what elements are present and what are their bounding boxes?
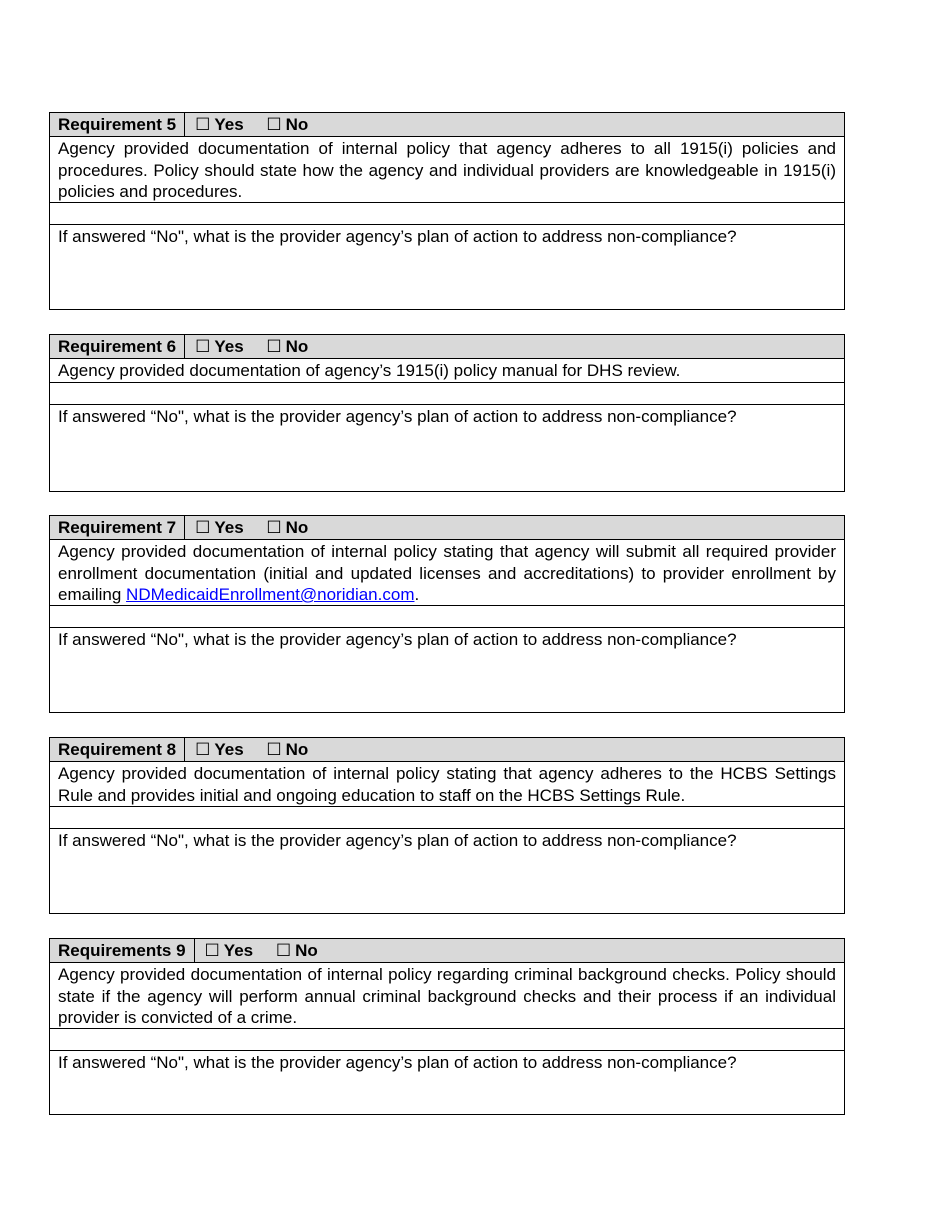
- checkbox-icon[interactable]: ☐: [204, 941, 220, 960]
- requirement-label: Requirements 9: [50, 939, 195, 962]
- requirement-table: [49, 515, 845, 713]
- requirement-label: Requirement 5: [50, 113, 185, 136]
- blank-row: [50, 807, 844, 829]
- requirement-description: Agency provided documentation of agency’s 1915(i) policy manual for DHS review.: [50, 359, 844, 383]
- yes-label: Yes: [214, 518, 244, 537]
- answer-options: [185, 738, 308, 761]
- no-label: No: [285, 740, 309, 759]
- requirement-label: Requirement 6: [50, 335, 185, 358]
- plan-of-action-field[interactable]: If answered “No", what is the provider agency’s plan of action to address non-compliance?: [58, 831, 737, 850]
- plan-of-action-field[interactable]: If answered “No", what is the provider agency’s plan of action to address non-compliance?: [58, 630, 737, 649]
- checkbox-icon[interactable]: ☐: [275, 941, 292, 960]
- answer-options: [185, 516, 308, 539]
- no-label: No: [285, 115, 309, 134]
- no-label: No: [295, 941, 318, 960]
- requirement-header: [50, 516, 844, 540]
- blank-row: [50, 203, 844, 225]
- requirement-table: [49, 112, 845, 310]
- requirement-label: Requirement 8: [50, 738, 185, 761]
- no-label: No: [285, 518, 309, 537]
- answer-options: [185, 335, 308, 358]
- requirement-description: Agency provided documentation of internal policy stating that agency adheres to the HCBS Settings Rule and provides initial and ongoing education to staff on the HCBS Settings Rule.: [50, 762, 844, 807]
- requirement-label: Requirement 7: [50, 516, 185, 539]
- yes-label: Yes: [214, 740, 244, 759]
- yes-label: Yes: [214, 115, 244, 134]
- yes-label: Yes: [214, 337, 244, 356]
- description-text: Agency provided documentation of internal policy stating that agency will submit all required provider enrollment documentation (initial and updated licenses and accreditations) to provider enrollment by emailing: [58, 542, 836, 604]
- requirement-description: Agency provided documentation of internal policy regarding criminal background checks. Policy should state if the agency will perform annual criminal background checks and their process if an individual provider is convicted of a crime.: [50, 963, 844, 1029]
- yes-option[interactable]: [195, 517, 244, 539]
- requirement-header: [50, 738, 844, 762]
- no-option[interactable]: [266, 517, 308, 539]
- no-option[interactable]: [266, 336, 308, 358]
- yes-option[interactable]: [195, 739, 244, 761]
- requirement-description: Agency provided documentation of internal policy that agency adheres to all 1915(i) policies and procedures. Policy should state how the agency and individual providers are knowledgeable in 1915(i) policies and procedures.: [50, 137, 844, 203]
- requirement-header: [50, 113, 844, 137]
- checkbox-icon[interactable]: ☐: [195, 115, 211, 134]
- checkbox-icon[interactable]: ☐: [195, 518, 211, 537]
- no-option[interactable]: [266, 739, 308, 761]
- checkbox-icon[interactable]: ☐: [266, 337, 282, 356]
- enrollment-email-link[interactable]: NDMedicaidEnrollment@noridian.com: [126, 585, 415, 604]
- requirement-table: [49, 737, 845, 914]
- requirement-table: [49, 334, 845, 492]
- yes-option[interactable]: [195, 114, 244, 136]
- no-option[interactable]: [276, 940, 318, 962]
- plan-of-action-field[interactable]: If answered “No", what is the provider agency’s plan of action to address non-compliance?: [58, 227, 737, 246]
- description-text-end: .: [414, 585, 420, 604]
- blank-row: [50, 606, 844, 628]
- yes-option[interactable]: [205, 940, 254, 962]
- answer-options: [195, 939, 318, 962]
- blank-row: [50, 1029, 844, 1051]
- no-label: No: [285, 337, 309, 356]
- yes-label: Yes: [223, 941, 254, 960]
- checkbox-icon[interactable]: ☐: [266, 740, 282, 759]
- requirement-header: [50, 335, 844, 359]
- checkbox-icon[interactable]: ☐: [195, 337, 211, 356]
- checkbox-icon[interactable]: ☐: [266, 518, 282, 537]
- blank-row: [50, 383, 844, 405]
- requirement-header: [50, 939, 844, 963]
- answer-options: [185, 113, 308, 136]
- yes-option[interactable]: [195, 336, 244, 358]
- no-option[interactable]: [266, 114, 308, 136]
- plan-of-action-field[interactable]: If answered “No", what is the provider agency’s plan of action to address non-compliance?: [58, 407, 737, 426]
- requirement-description: [50, 540, 844, 606]
- plan-of-action-field[interactable]: If answered “No", what is the provider agency’s plan of action to address non-compliance?: [58, 1053, 737, 1072]
- checkbox-icon[interactable]: ☐: [195, 740, 211, 759]
- checkbox-icon[interactable]: ☐: [266, 115, 282, 134]
- requirement-table: [49, 938, 845, 1115]
